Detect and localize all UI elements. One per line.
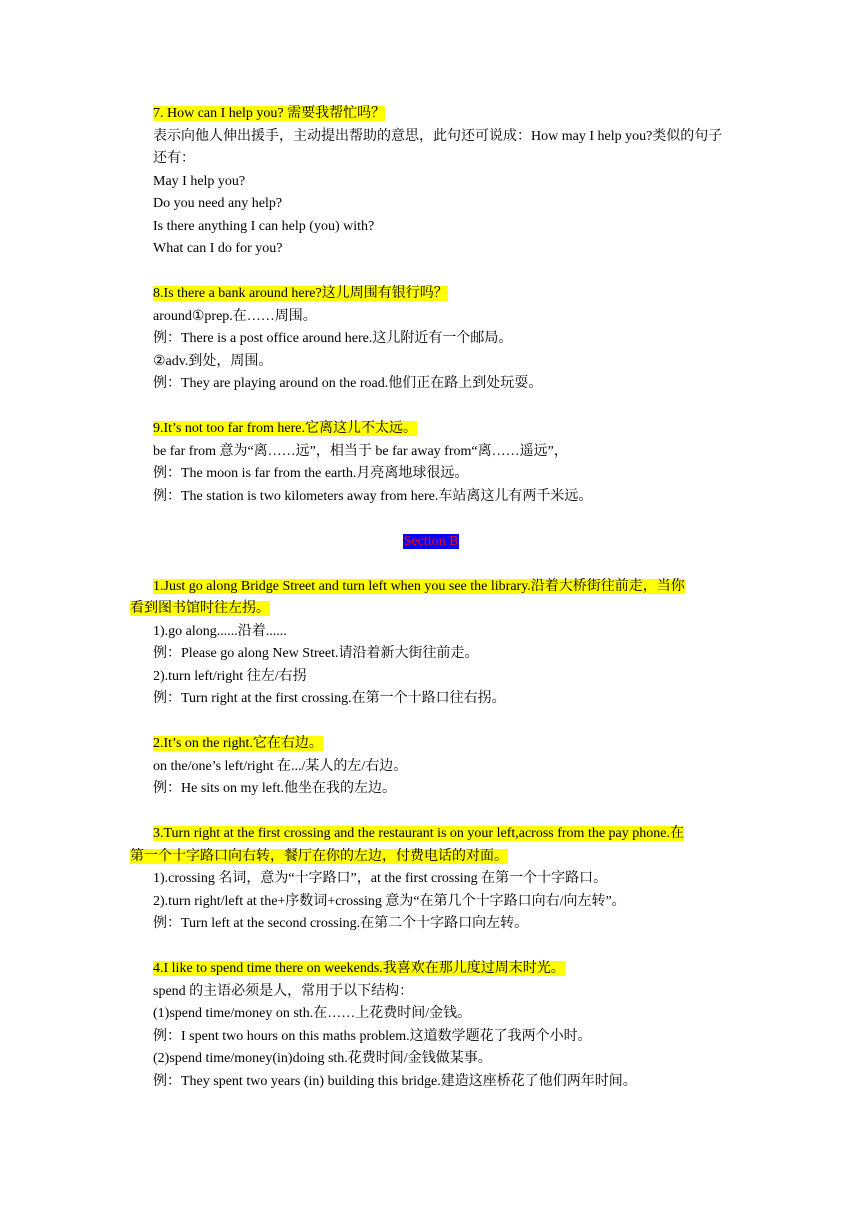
b3-heading-part-1: 3.Turn right at the first crossing and the restaurant is on your left,across from the pay phone.在 [153,826,684,841]
b2-line-2: 例：He sits on my left.他坐在我的左边。 [153,781,397,796]
b4-line-1: spend 的主语必须是人，常用于以下结构： [153,983,414,999]
b4-heading-line [130,958,732,981]
b1-heading-part-2: 看到图书馆时往左拐。 [130,601,270,616]
item-7-explanation: 表示向他人伸出援手，主动提出帮助的意思，此句还可说成：How may I help you?类似的句子还有： [153,128,723,166]
b2-heading-line [130,733,732,756]
spacer [130,508,732,531]
spacer [130,396,732,419]
item-7-example-2: Do you need any help? [153,196,283,211]
b3-line-1: 1).crossing 名词，意为“十字路口”，at the first crossing 在第一个十字路口。 [153,871,608,886]
b1-heading-line-1 [130,576,732,599]
item-7-example-1: May I help you? [153,173,246,189]
b2-heading: 2.It’s on the right.它在右边。 [153,736,323,751]
spacer [130,553,732,576]
spacer [130,711,732,734]
item-8-heading: 8.Is there a bank around here?这儿周围有银行吗？ [153,286,448,301]
b1-line-4: 例：Turn right at the first crossing.在第一个十路口往右拐。 [153,691,506,706]
b4-line-2: (1)spend time/money on sth.在……上花费时间/金钱。 [153,1006,472,1021]
b3-line-2: 2).turn right/left at the+序数词+crossing 意为“在第几个十字路口向右/向左转”。 [153,893,626,909]
b3-heading-line-1 [130,823,732,846]
item-8-heading-line [130,283,732,306]
document-page [130,103,732,1093]
spacer [130,261,732,284]
b4-heading: 4.I like to spend time there on weekends.我喜欢在那儿度过周末时光。 [153,961,565,976]
item-9-heading-line [130,418,732,441]
item-8-line-2: 例：There is a post office around here.这儿附近有一个邮局。 [153,331,513,346]
item-9-heading: 9.It’s not too far from here.它离这儿不太远。 [153,421,418,436]
b1-line-2: 例：Please go along New Street.请沿着新大街往前走。 [153,646,479,661]
b1-heading-line-2 [130,598,732,621]
item-9-line-3: 例：The station is two kilometers away from here.车站离这儿有两千米远。 [153,488,593,504]
b4-line-5: 例：They spent two years (in) building this bridge.建造这座桥花了他们两年时间。 [153,1073,637,1089]
item-9-line-2: 例：The moon is far from the earth.月亮离地球很远。 [153,466,469,481]
item-8-line-1: around①prep.在……周围。 [153,308,317,324]
b1-heading-part-1: 1.Just go along Bridge Street and turn left when you see the library.沿着大桥街往前走，当你 [153,578,685,594]
item-9-line-1: be far from 意为“离……远”，相当于 be far away from“离……遥远”， [153,443,568,459]
item-7-example-4: What can I do for you? [153,241,283,256]
b3-line-3: 例：Turn left at the second crossing.在第二个十字路口向左转。 [153,916,529,931]
spacer [130,801,732,824]
b4-line-4: (2)spend time/money(in)doing sth.花费时间/金钱做某事。 [153,1051,492,1066]
item-7-heading-line [130,103,732,126]
b4-line-3: 例：I spent two hours on this maths problem.这道数学题花了我两个小时。 [153,1028,592,1044]
section-b-title: Section B [403,533,459,549]
item-8-line-3: ②adv.到处，周围。 [153,353,273,369]
b1-line-1: 1).go along......沿着...... [153,623,287,639]
item-8-line-4: 例：They are playing around on the road.他们正在路上到处玩耍。 [153,376,543,391]
spacer [130,936,732,959]
item-7-heading: 7. How can I help you? 需要我帮忙吗？ [153,106,386,121]
b3-heading-line-2 [130,846,732,869]
section-b-title-line [130,531,732,554]
item-7-example-3: Is there anything I can help (you) with? [153,218,375,234]
b1-line-3: 2).turn left/right 往左/右拐 [153,668,307,684]
b2-line-1: on the/one’s left/right 在.../某人的左/右边。 [153,758,408,774]
b3-heading-part-2: 第一个十字路口向右转，餐厅在你的左边，付费电话的对面。 [130,848,508,864]
